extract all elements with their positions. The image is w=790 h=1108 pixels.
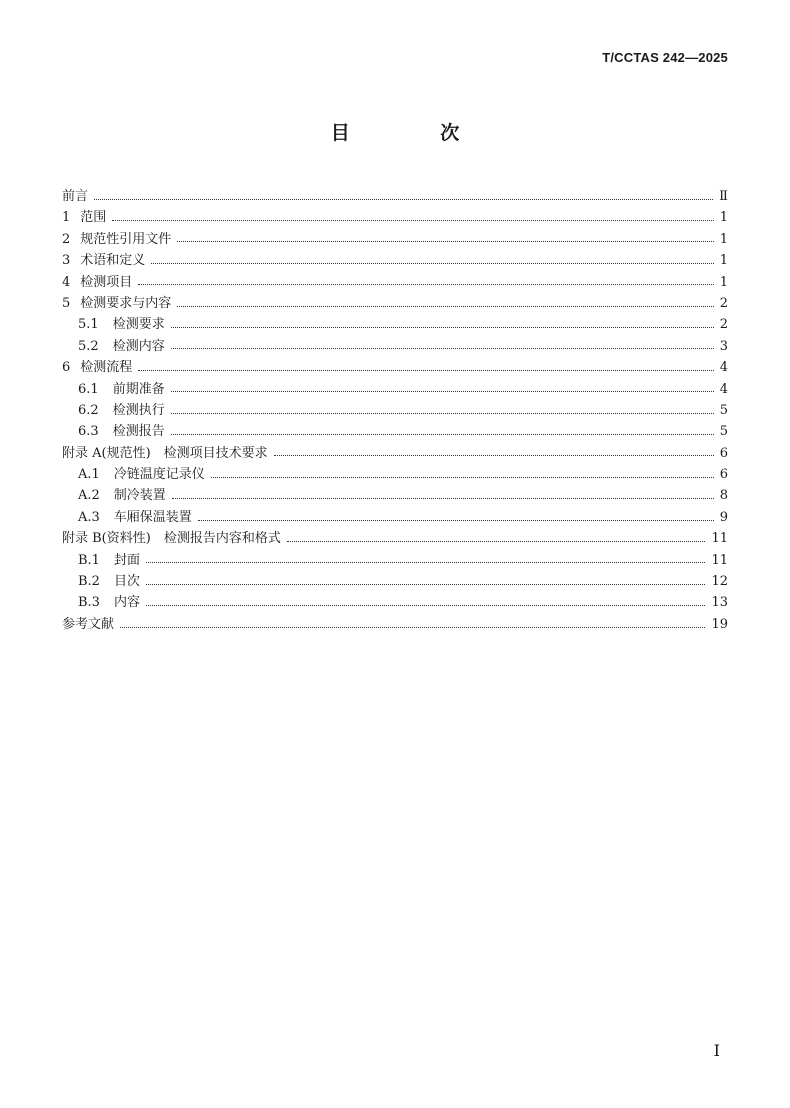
toc-entry-label: 参考文献	[62, 616, 115, 632]
page-title: 目 次	[330, 122, 502, 144]
toc-entry[interactable]	[62, 528, 728, 549]
toc-dot-leader	[171, 347, 714, 349]
toc-entry-number: 2	[62, 231, 71, 247]
toc-entry-label: 车厢保温装置	[113, 509, 192, 525]
toc-entry-page: 1	[719, 274, 728, 290]
toc-dot-leader	[94, 198, 713, 200]
page-number: I	[713, 1041, 720, 1060]
toc-dot-leader	[151, 262, 713, 264]
toc-entry-label: 附录 B(资料性) 检测报告内容和格式	[62, 531, 281, 547]
document-code: T/CCTAS 242—2025	[602, 50, 728, 65]
toc-entry-label: 规范性引用文件	[80, 231, 172, 247]
toc-entry-label: 封面	[113, 552, 140, 568]
toc-entry-number: B.1	[78, 552, 100, 568]
toc-dot-leader	[146, 604, 705, 606]
toc-entry-number: B.2	[78, 574, 100, 590]
toc-dot-leader	[274, 454, 714, 456]
toc-entry-page: 6	[719, 445, 728, 461]
toc-entry-label: 附录 A(规范性) 检测项目技术要求	[62, 445, 268, 461]
toc-entry[interactable]	[62, 357, 728, 378]
toc-entry[interactable]	[62, 550, 728, 571]
toc-entry-number: 6.1	[78, 381, 99, 397]
toc-dot-leader	[287, 540, 706, 542]
toc-dot-leader	[171, 433, 714, 435]
toc-dot-leader	[138, 283, 713, 285]
toc-entry[interactable]	[62, 443, 728, 464]
toc-entry[interactable]	[62, 336, 728, 357]
toc-entry-label: 检测报告	[112, 424, 165, 440]
toc-entry-number: A.3	[78, 509, 100, 525]
toc-entry-number: 6.2	[78, 402, 99, 418]
toc-entry-number: 6	[62, 360, 71, 376]
toc-dot-leader	[211, 476, 714, 478]
toc-entry[interactable]	[62, 571, 728, 592]
toc-entry-label: 检测流程	[80, 360, 133, 376]
toc-entry-label: 前言	[62, 189, 89, 204]
toc-entry[interactable]	[62, 614, 728, 635]
toc-entry-page: 4	[719, 360, 728, 376]
toc-entry-number: B.3	[78, 595, 100, 611]
toc-entry[interactable]	[62, 186, 728, 207]
toc-entry-page: 1	[719, 253, 728, 269]
toc-entry-page: 1	[719, 210, 728, 226]
toc-entry-number: A.2	[78, 488, 100, 504]
toc-entry-label: 内容	[113, 595, 140, 611]
toc-entry[interactable]	[62, 400, 728, 421]
toc-entry-label: 目次	[113, 574, 140, 590]
toc-entry-label: 检测内容	[112, 338, 165, 354]
toc-entry[interactable]	[62, 272, 728, 293]
toc-entry[interactable]	[62, 250, 728, 271]
toc-entry-page: 11	[711, 531, 728, 547]
toc-entry-label: 检测执行	[112, 402, 165, 418]
toc-entry-number: 1	[62, 210, 71, 226]
toc-entry[interactable]	[62, 485, 728, 506]
toc-entry-page: 9	[719, 509, 728, 525]
toc-entry-label: 冷链温度记录仪	[113, 467, 205, 483]
toc-list	[62, 186, 728, 635]
toc-dot-leader	[171, 326, 714, 328]
toc-entry-label: 制冷装置	[113, 488, 166, 504]
toc-entry[interactable]	[62, 464, 728, 485]
toc-entry-label: 前期准备	[112, 381, 165, 397]
toc-entry-page: 5	[719, 402, 728, 418]
toc-entry-number: 5.2	[78, 338, 99, 354]
toc-dot-leader	[120, 626, 705, 628]
toc-entry-label: 检测项目	[80, 274, 133, 290]
toc-entry-page: 8	[719, 488, 728, 504]
toc-entry-page: 19	[711, 616, 728, 632]
toc-dot-leader	[198, 519, 714, 521]
toc-dot-leader	[146, 561, 705, 563]
toc-entry[interactable]	[62, 379, 728, 400]
toc-entry[interactable]	[62, 507, 728, 528]
toc-entry-page: 3	[719, 338, 728, 354]
toc-entry-page: 12	[711, 574, 728, 590]
toc-entry-label: 术语和定义	[80, 253, 146, 269]
toc-entry-page: Ⅱ	[719, 189, 728, 204]
toc-dot-leader	[171, 412, 714, 414]
toc-entry-page: 5	[719, 424, 728, 440]
toc-entry-page: 6	[719, 467, 728, 483]
toc-entry-page: 2	[719, 295, 728, 311]
toc-dot-leader	[177, 240, 713, 242]
toc-entry-number: 5	[62, 295, 71, 311]
toc-dot-leader	[172, 497, 714, 499]
toc-entry-page: 13	[711, 595, 728, 611]
toc-entry-label: 检测要求与内容	[80, 295, 172, 311]
toc-dot-leader	[112, 219, 713, 221]
toc-dot-leader	[138, 369, 713, 371]
toc-entry[interactable]	[62, 293, 728, 314]
toc-entry[interactable]	[62, 592, 728, 613]
toc-entry-page: 1	[719, 231, 728, 247]
toc-entry[interactable]	[62, 314, 728, 335]
toc-entry-page: 2	[719, 317, 728, 333]
toc-entry-number: 5.1	[78, 317, 99, 333]
toc-entry-number: 3	[62, 253, 71, 269]
toc-dot-leader	[171, 390, 714, 392]
toc-entry[interactable]	[62, 207, 728, 228]
toc-entry[interactable]	[62, 421, 728, 442]
toc-entry-page: 4	[719, 381, 728, 397]
toc-entry-page: 11	[711, 552, 728, 568]
toc-entry-number: 6.3	[78, 424, 99, 440]
toc-entry-number: 4	[62, 274, 71, 290]
toc-entry-label: 检测要求	[112, 317, 165, 333]
toc-dot-leader	[177, 305, 713, 307]
toc-entry[interactable]	[62, 229, 728, 250]
toc-entry-label: 范围	[80, 210, 107, 226]
toc-dot-leader	[146, 583, 705, 585]
toc-entry-number: A.1	[78, 467, 100, 483]
